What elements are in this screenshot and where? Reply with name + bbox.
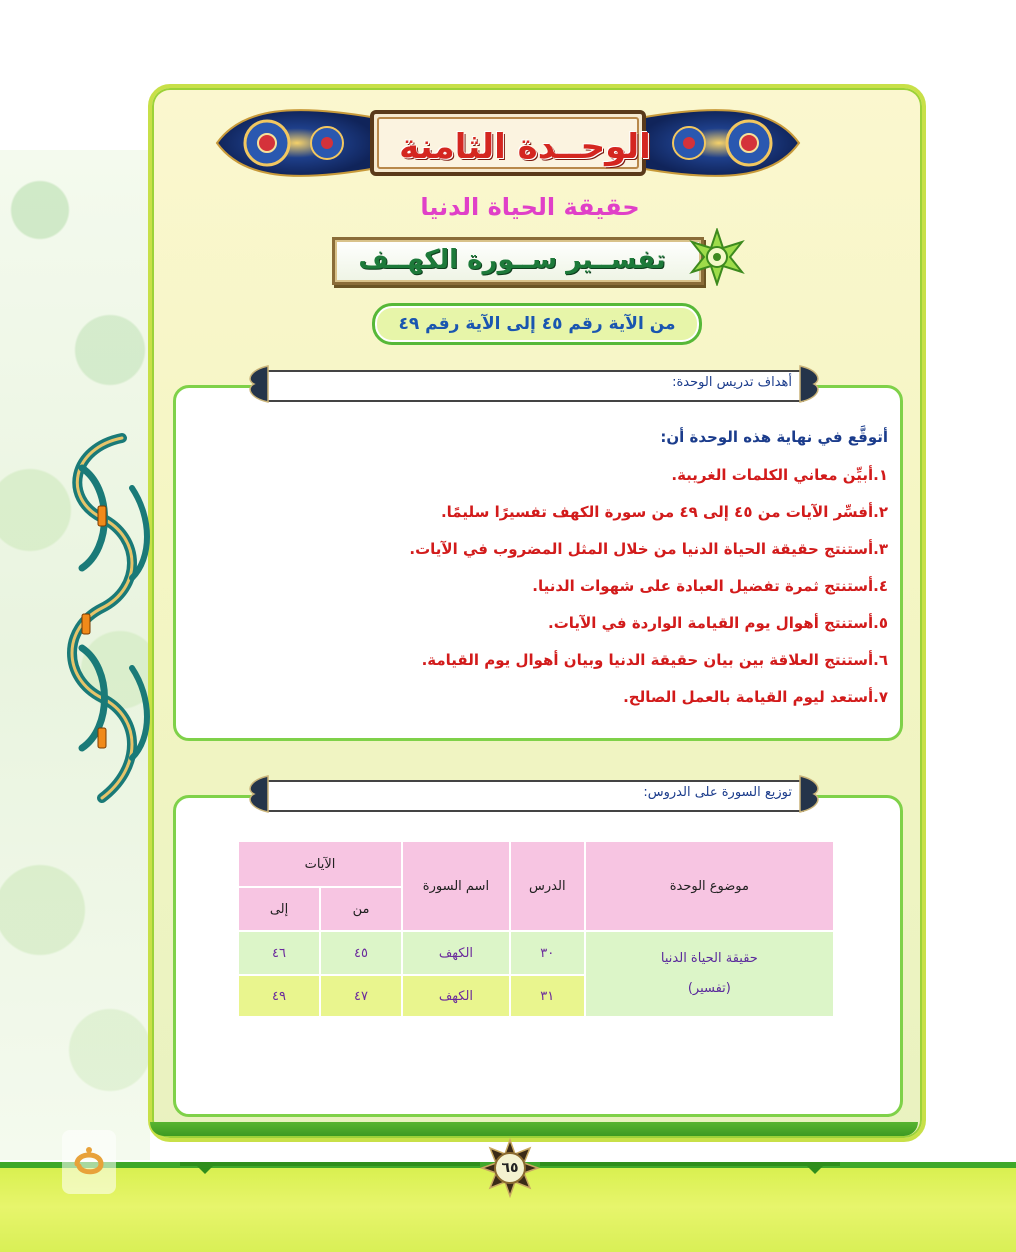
goals-intro: أتوقَّع في نهاية هذه الوحدة أن: (660, 428, 888, 446)
from-cell: ٤٥ (320, 931, 402, 975)
goals-tab (266, 370, 804, 402)
tafsir-title: تفســير ســورة الكهــف (358, 245, 666, 275)
to-cell: ٤٦ (238, 931, 320, 975)
goal-item-4: ٤.أستنتج ثمرة تفضيل العبادة على شهوات الدنيا. (532, 577, 888, 595)
verse-range-pill: من الآية رقم ٤٥ إلى الآية رقم ٤٩ (372, 303, 702, 345)
topic-note: (تفسير) (687, 981, 731, 996)
unit-title: الوحــدة الثامنة (399, 127, 651, 167)
panel-bottom-border (150, 1122, 918, 1136)
tab-end-left-icon (244, 774, 270, 814)
goal-item-1: ١.أبيِّن معاني الكلمات الغريبة. (671, 466, 888, 484)
lesson-cell: ٣٠ (510, 931, 585, 975)
goal-item-5: ٥.أستنتج أهوال يوم القيامة الواردة في الآيات. (548, 614, 888, 632)
header-from: من (320, 887, 402, 931)
tab-end-right-icon (798, 364, 824, 404)
lesson-cell: ٣١ (510, 975, 585, 1017)
goal-item-2: ٢.أفسِّر الآيات من ٤٥ إلى ٤٩ من سورة الكهف تفسيرًا سليمًا. (440, 503, 888, 521)
header-surah: اسم السورة (402, 841, 510, 931)
distribution-tab-label: توزيع السورة على الدروس: (643, 785, 792, 800)
publisher-logo (62, 1130, 116, 1194)
from-cell: ٤٧ (320, 975, 402, 1017)
surah-cell: الكهف (402, 931, 510, 975)
goal-item-6: ٦.أستنتج العلاقة بين بيان حقيقة الدنيا وبيان أهوال يوم القيامة. (421, 651, 888, 669)
goal-item-7: ٧.أستعد ليوم القيامة بالعمل الصالح. (623, 688, 888, 706)
header-topic: موضوع الوحدة (585, 841, 834, 931)
header-lesson: الدرس (510, 841, 585, 931)
table-row (238, 931, 834, 975)
goals-tab-label: أهداف تدريس الوحدة: (672, 375, 792, 390)
distribution-table (237, 840, 835, 1018)
page-number: ٦٥ (501, 1160, 519, 1176)
table-header-row (238, 841, 834, 887)
tab-end-left-icon (244, 364, 270, 404)
arabesque-ornament-icon (52, 428, 162, 818)
unit-subtitle: حقيقة الحياة الدنيا (420, 193, 640, 221)
header-to: إلى (238, 887, 320, 931)
topic-value: حقيقة الحياة الدنيا (660, 951, 758, 966)
publisher-logo-icon (69, 1142, 109, 1182)
to-cell: ٤٩ (238, 975, 320, 1017)
header-verses: الآيات (238, 841, 402, 887)
distribution-tab (266, 780, 804, 812)
topic-cell (585, 931, 834, 1017)
tab-end-right-icon (798, 774, 824, 814)
surah-cell: الكهف (402, 975, 510, 1017)
goal-item-3: ٣.أستنتج حقيقة الحياة الدنيا من خلال المثل المضروب في الآيات. (409, 540, 888, 558)
star-flower-icon (688, 228, 746, 286)
